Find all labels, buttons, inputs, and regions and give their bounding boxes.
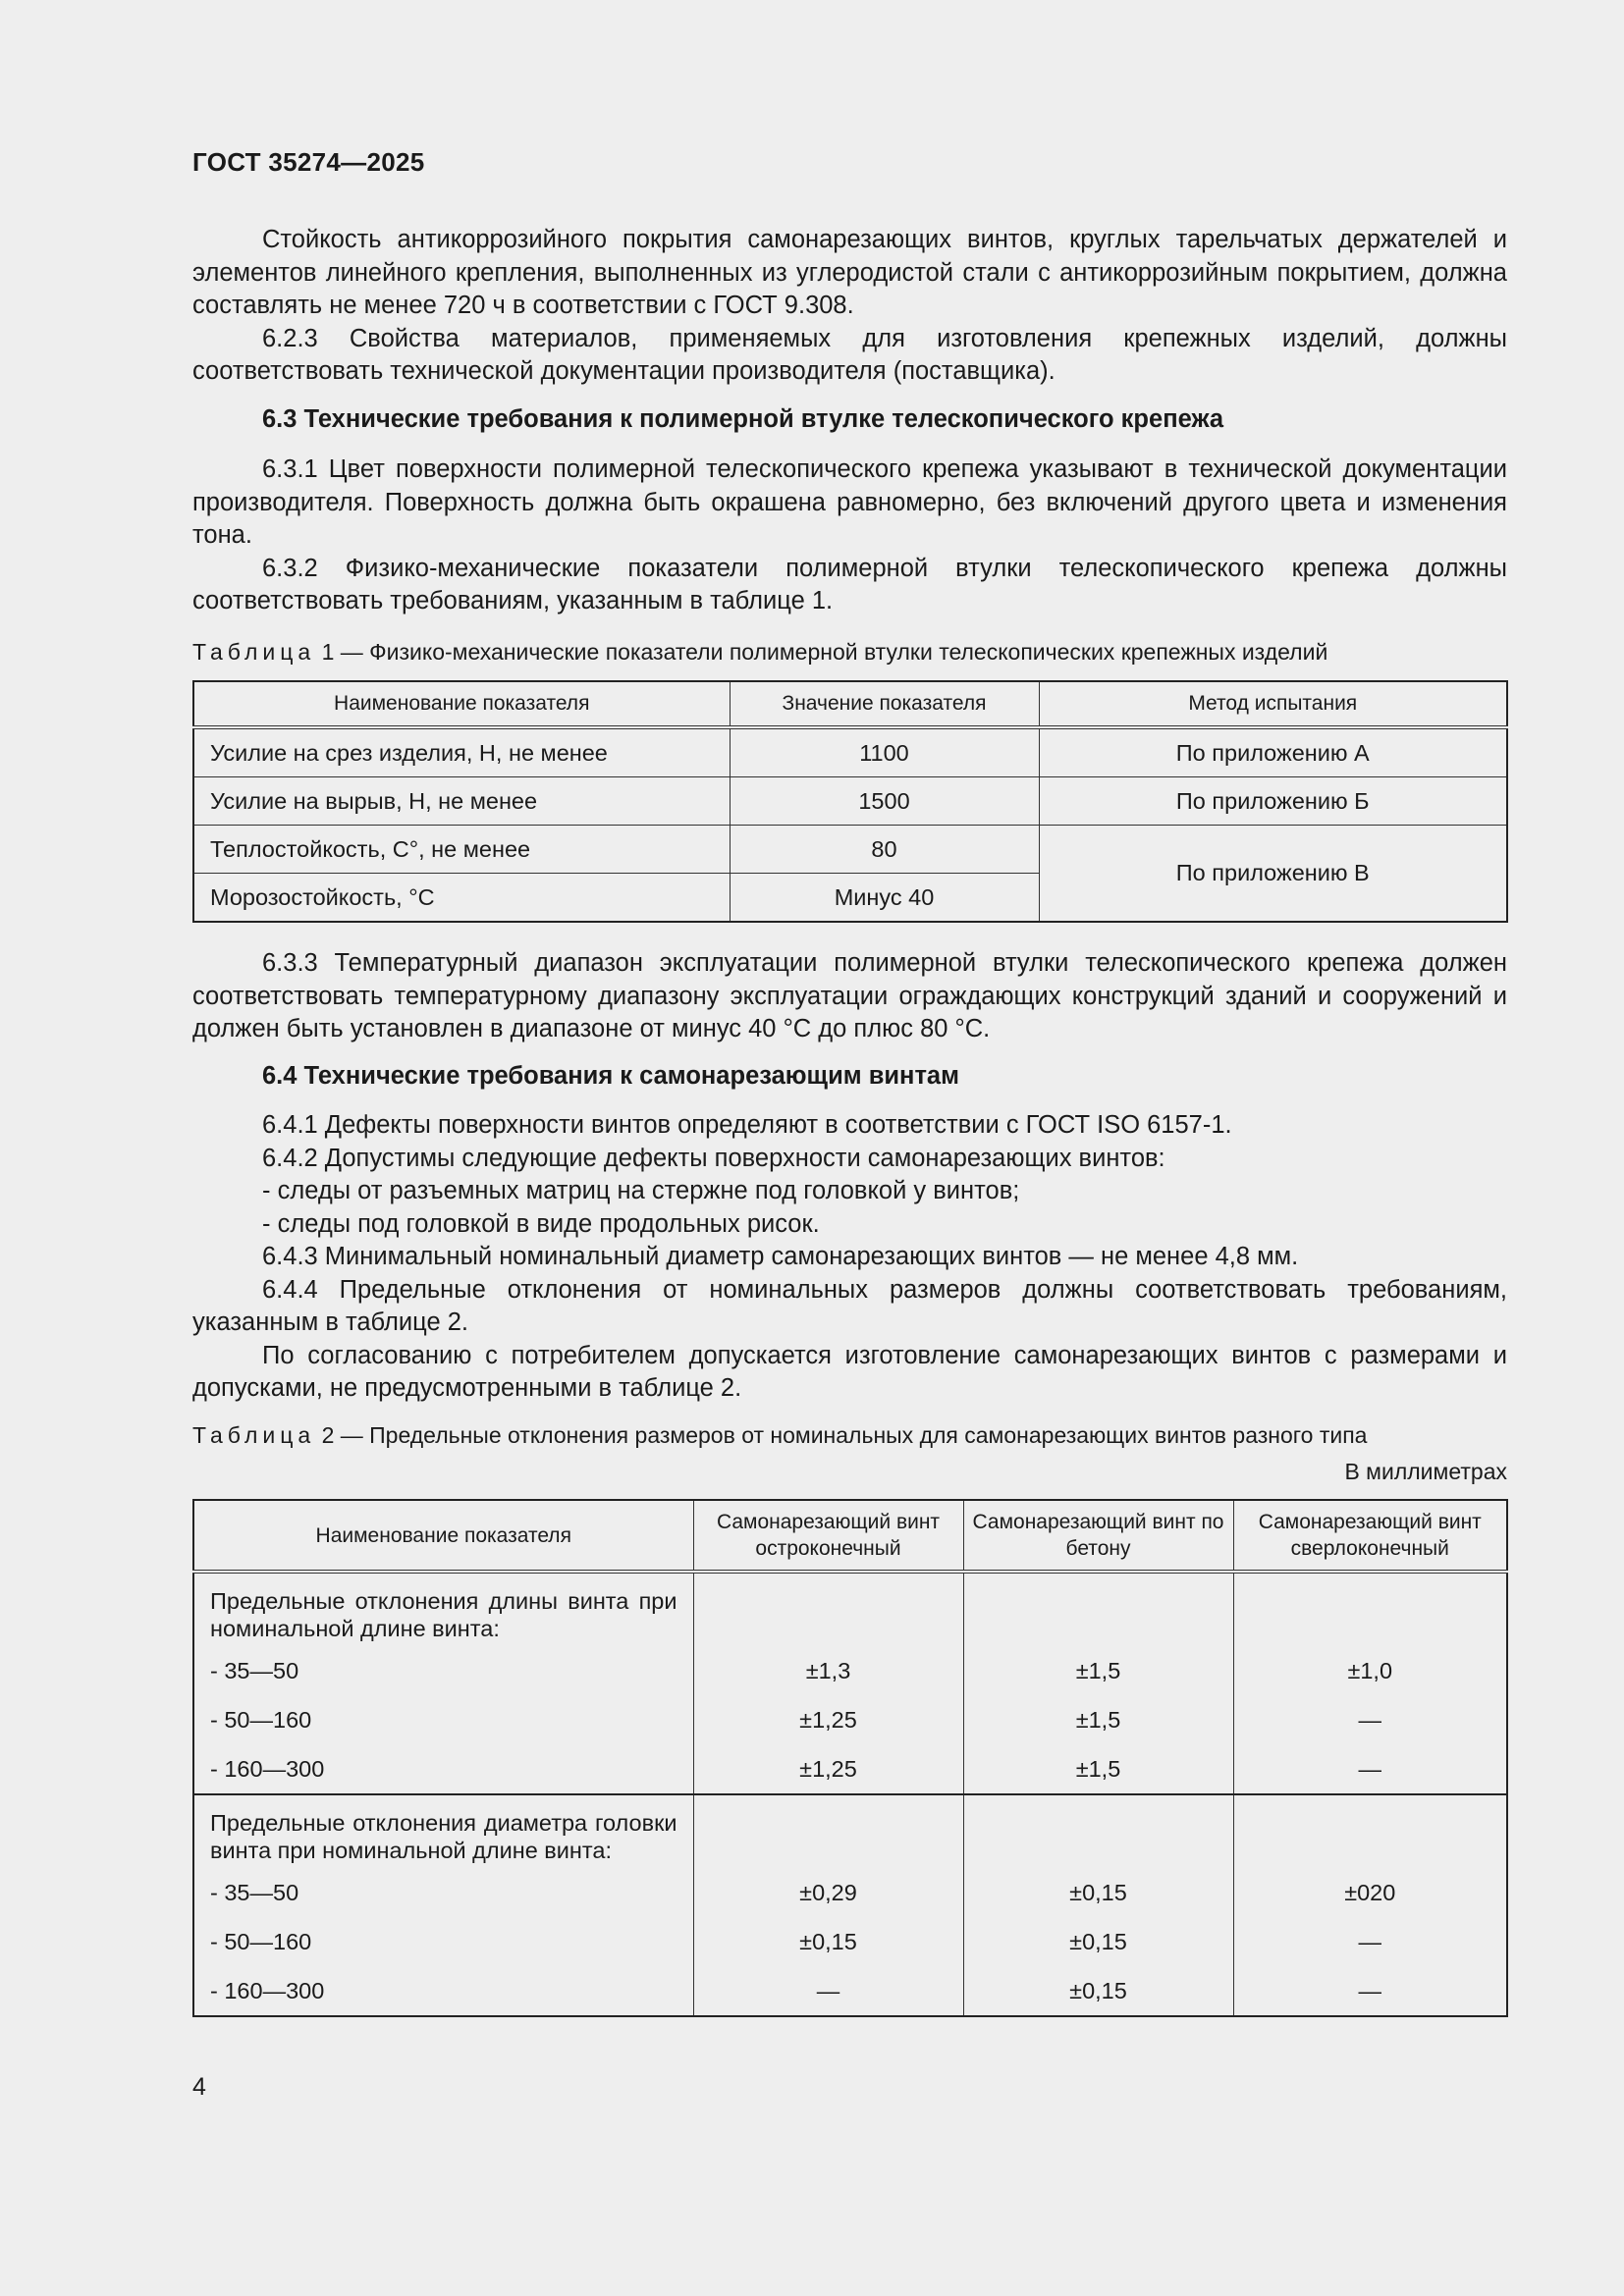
table-row (193, 1917, 1507, 1966)
list-item: - следы под головкой в виде продольных рисок. (262, 1209, 820, 1238)
table-1-caption-text: 1 — Физико-механические показатели полимерной втулки телескопических крепежных изделий (321, 639, 1328, 665)
text-block-intro (192, 224, 1507, 389)
group-label: Предельные отклонения диаметра головки винта при номинальной длине винта: (193, 1794, 693, 1868)
table-row (193, 1646, 1507, 1695)
cell-name: Усилие на срез изделия, Н, не менее (193, 727, 730, 777)
cell-value: ±0,15 (693, 1917, 963, 1966)
column-header: Самонарезающий винт остроконечный (693, 1500, 963, 1572)
paragraph-6-3-2: 6.3.2 Физико-механические показатели полимерной втулки телескопического крепежа должны соответствовать требованиям, указанным в таблице 1. (192, 554, 1507, 614)
column-header: Самонарезающий винт сверлоконечный (1233, 1500, 1507, 1572)
paragraph-6-3-1: 6.3.1 Цвет поверхности полимерной телескопического крепежа указывают в технической документации производителя. Поверхность должна быть окрашена равномерно, без включений другого цвета и изменения тона. (192, 455, 1507, 549)
section-heading-6-3: 6.3 Технические требования к полимерной втулке телескопического крепежа (262, 405, 1224, 433)
section-heading-6-4: 6.4 Технические требования к самонарезающим винтам (262, 1062, 959, 1090)
cell-value: ±1,5 (963, 1695, 1233, 1744)
cell-name: - 160—300 (193, 1744, 693, 1794)
cell-value: ±020 (1233, 1868, 1507, 1917)
column-header: Значение показателя (730, 681, 1039, 727)
table-2 (192, 1499, 1508, 2017)
paragraph-6-4-2: 6.4.2 Допустимы следующие дефекты поверхности самонарезающих винтов: (262, 1144, 1165, 1172)
text-block-6-3-3 (192, 947, 1507, 1046)
cell-value: ±0,15 (963, 1868, 1233, 1917)
cell-value: — (1233, 1917, 1507, 1966)
table-1-caption-prefix: Таблица (192, 639, 316, 665)
paragraph-agreement: По согласованию с потребителем допускается изготовление самонарезающих винтов с размерами и допусками, не предусмотренными в таблице 2. (192, 1341, 1507, 1402)
table-1 (192, 680, 1508, 923)
page-number: 4 (192, 2073, 206, 2101)
table-header-row (193, 681, 1507, 727)
paragraph-6-4-4: 6.4.4 Предельные отклонения от номинальных размеров должны соответствовать требованиям, указанным в таблице 2. (192, 1275, 1507, 1336)
cell-value: 1500 (730, 777, 1039, 826)
paragraph-6-2-3: 6.2.3 Свойства материалов, применяемых для изготовления крепежных изделий, должны соответствовать технической документации производителя (поставщика). (192, 324, 1507, 385)
text-block-6-4 (192, 1109, 1507, 1406)
table-row (193, 1695, 1507, 1744)
cell-name: Морозостойкость, °С (193, 874, 730, 923)
table-2-caption-text: 2 — Предельные отклонения размеров от номинальных для самонарезающих винтов разного типа (321, 1422, 1368, 1448)
column-header: Самонарезающий винт по бетону (963, 1500, 1233, 1572)
group-label-row (193, 1572, 1507, 1646)
column-header: Наименование показателя (193, 681, 730, 727)
paragraph-6-4-1: 6.4.1 Дефекты поверхности винтов определяют в соответствии с ГОСТ ISO 6157-1. (262, 1111, 1232, 1139)
table-row (193, 1744, 1507, 1794)
cell-value: — (1233, 1966, 1507, 2016)
cell-name: - 50—160 (193, 1695, 693, 1744)
paragraph-corrosion: Стойкость антикоррозийного покрытия самонарезающих винтов, круглых тарельчатых держателей и элементов линейного крепления, выполненных из углеродистой стали с антикоррозийным покрытием, должна составлять не менее 720 ч в соответствии с ГОСТ 9.308. (192, 226, 1507, 319)
cell-method: По приложению А (1039, 727, 1507, 777)
cell-value: Минус 40 (730, 874, 1039, 923)
table-2-caption-prefix: Таблица (192, 1422, 316, 1448)
cell-value: — (693, 1966, 963, 2016)
cell-value: 80 (730, 826, 1039, 874)
cell-value: ±1,25 (693, 1695, 963, 1744)
table-2-caption (192, 1422, 1367, 1449)
cell-name: - 160—300 (193, 1966, 693, 2016)
cell-name: - 35—50 (193, 1646, 693, 1695)
table-row (193, 826, 1507, 874)
group-label: Предельные отклонения длины винта при номинальной длине винта: (193, 1572, 693, 1646)
cell-method: По приложению В (1039, 826, 1507, 923)
group-label-row (193, 1794, 1507, 1868)
column-header: Метод испытания (1039, 681, 1507, 727)
cell-value: ±1,0 (1233, 1646, 1507, 1695)
cell-value: ±1,25 (693, 1744, 963, 1794)
cell-value: — (1233, 1695, 1507, 1744)
document-header: ГОСТ 35274—2025 (192, 147, 425, 177)
paragraph-6-4-3: 6.4.3 Минимальный номинальный диаметр самонарезающих винтов — не менее 4,8 мм. (262, 1243, 1299, 1270)
cell-value: ±1,3 (693, 1646, 963, 1695)
cell-name: - 50—160 (193, 1917, 693, 1966)
cell-value: ±1,5 (963, 1646, 1233, 1695)
cell-value: — (1233, 1744, 1507, 1794)
cell-value: ±0,15 (963, 1966, 1233, 2016)
cell-method: По приложению Б (1039, 777, 1507, 826)
cell-name: Теплостойкость, С°, не менее (193, 826, 730, 874)
table-row (193, 727, 1507, 777)
list-item: - следы от разъемных матриц на стержне под головкой у винтов; (262, 1177, 1020, 1204)
table-row (193, 777, 1507, 826)
units-note: В миллиметрах (1344, 1459, 1507, 1484)
cell-value: 1100 (730, 727, 1039, 777)
cell-value: ±0,29 (693, 1868, 963, 1917)
cell-value: ±1,5 (963, 1744, 1233, 1794)
table-1-caption (192, 639, 1327, 666)
cell-value: ±0,15 (963, 1917, 1233, 1966)
column-header: Наименование показателя (193, 1500, 693, 1572)
paragraph-6-3-3: 6.3.3 Температурный диапазон эксплуатации полимерной втулки телескопического крепежа должен соответствовать температурному диапазону эксплуатации ограждающих конструкций зданий и сооружений и должен быть установлен в диапазоне от минус 40 °С до плюс 80 °С. (192, 949, 1507, 1042)
cell-name: Усилие на вырыв, Н, не менее (193, 777, 730, 826)
text-block-6-3 (192, 454, 1507, 618)
cell-name: - 35—50 (193, 1868, 693, 1917)
table-row (193, 1966, 1507, 2016)
table-header-row (193, 1500, 1507, 1572)
table-row (193, 1868, 1507, 1917)
